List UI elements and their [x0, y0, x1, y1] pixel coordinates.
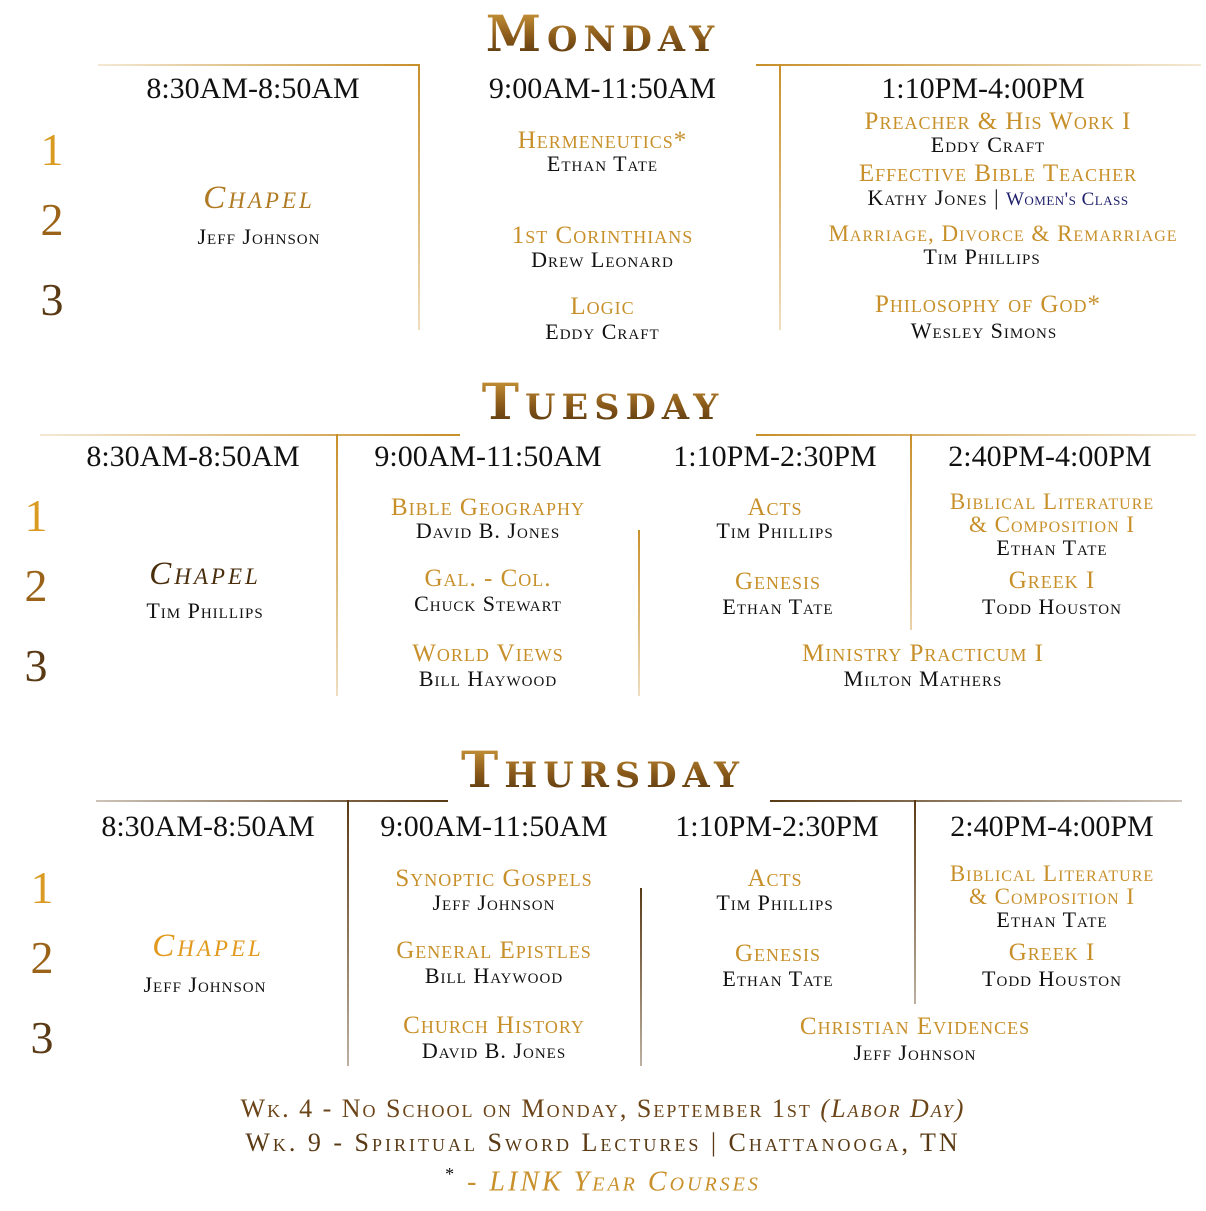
tuesday-period-3: 3	[24, 640, 48, 691]
footer-note-week4	[0, 1094, 1206, 1124]
monday-instructor-hermeneutics: Ethan Tate	[546, 151, 659, 176]
thursday-instructor-church-history: David B. Jones	[421, 1038, 567, 1063]
kathy-jones-name: Kathy Jones	[867, 185, 988, 210]
tuesday-time-morning: 9:00AM-11:50AM	[374, 440, 602, 473]
monday-instructor-philosophy-of-god: Wesley Simons	[910, 318, 1058, 343]
tuesday-period-1: 1	[24, 490, 48, 541]
monday-divider-1	[418, 64, 420, 330]
thursday-course-greek: Greek I	[1008, 939, 1096, 966]
link-year-courses-text: - LINK Year Courses	[467, 1166, 761, 1198]
monday-period-3: 3	[40, 274, 64, 325]
tuesday-rule-left	[40, 434, 460, 436]
monday-title: Monday	[0, 4, 1206, 63]
thursday-instructor-acts: Tim Phillips	[716, 890, 834, 915]
tuesday-instructor-gal-col: Chuck Stewart	[414, 591, 562, 616]
tuesday-course-biblical-literature-line2: & Composition I	[968, 512, 1136, 537]
footer-note-week4-text: Wk. 4 - No School on Monday, September 1st	[240, 1094, 812, 1123]
thursday-instructor-biblical-literature: Ethan Tate	[996, 907, 1108, 932]
tuesday-chapel-instructor: Tim Phillips	[146, 598, 264, 623]
women-class-note: Women's Class	[1005, 189, 1129, 210]
thursday-course-general-epistles: General Epistles	[396, 937, 592, 964]
tuesday-period-2: 2	[24, 560, 48, 611]
monday-course-hermeneutics: Hermeneutics*	[517, 127, 688, 154]
thursday-course-church-history: Church History	[403, 1012, 585, 1039]
thursday-time-morning: 9:00AM-11:50AM	[380, 810, 608, 843]
thursday-time-early-afternoon: 1:10PM-2:30PM	[675, 810, 879, 843]
monday-chapel-label: Chapel	[203, 180, 315, 216]
thursday-course-biblical-literature-line2: & Composition I	[968, 884, 1136, 909]
monday-instructor-logic: Eddy Craft	[545, 319, 660, 344]
monday-period-1: 1	[40, 124, 64, 175]
tuesday-chapel-label: Chapel	[149, 556, 261, 592]
monday-time-chapel: 8:30AM-8:50AM	[146, 72, 360, 105]
tuesday-instructor-genesis: Ethan Tate	[722, 594, 834, 619]
tuesday-course-world-views: World Views	[412, 640, 564, 667]
thursday-instructor-synoptic-gospels: Jeff Johnson	[432, 890, 556, 915]
thursday-time-late-afternoon: 2:40PM-4:00PM	[950, 810, 1154, 843]
thursday-instructor-christian-evidences: Jeff Johnson	[853, 1040, 977, 1065]
women-class-separator: |	[994, 185, 1000, 210]
tuesday-instructor-greek: Todd Houston	[982, 594, 1122, 619]
footer-note-week4-italic: (Labor Day)	[820, 1094, 966, 1123]
tuesday-course-bible-geography: Bible Geography	[391, 494, 585, 521]
thursday-rule-right	[770, 800, 1182, 802]
thursday-course-synoptic-gospels: Synoptic Gospels	[395, 865, 593, 892]
monday-course-philosophy-of-god: Philosophy of God*	[875, 291, 1101, 318]
thursday-course-christian-evidences: Christian Evidences	[799, 1013, 1031, 1040]
monday-instructor-effective-bible-teacher	[800, 187, 1196, 211]
tuesday-instructor-bible-geography: David B. Jones	[415, 518, 561, 543]
monday-course-1st-corinthians: 1st Corinthians	[511, 222, 694, 249]
monday-course-logic: Logic	[570, 293, 635, 320]
monday-period-2: 2	[40, 194, 64, 245]
asterisk-marker: *	[445, 1164, 458, 1184]
thursday-time-chapel: 8:30AM-8:50AM	[101, 810, 315, 843]
thursday-instructor-genesis: Ethan Tate	[722, 966, 834, 991]
monday-chapel-instructor: Jeff Johnson	[197, 224, 321, 249]
thursday-chapel-instructor: Jeff Johnson	[143, 972, 267, 997]
thursday-course-genesis: Genesis	[734, 940, 822, 967]
monday-rule-right	[756, 64, 1201, 66]
thursday-rule-left	[96, 800, 448, 802]
thursday-course-biblical-literature-line1: Biblical Literature	[949, 861, 1155, 886]
monday-time-morning: 9:00AM-11:50AM	[488, 72, 717, 105]
tuesday-instructor-ministry-practicum: Milton Mathers	[843, 666, 1003, 691]
tuesday-title: Tuesday	[0, 372, 1206, 431]
thursday-chapel-label: Chapel	[152, 928, 264, 964]
monday-time-afternoon: 1:10PM-4:00PM	[881, 72, 1085, 105]
monday-divider-2	[779, 64, 781, 330]
tuesday-course-genesis: Genesis	[734, 568, 822, 595]
thursday-course-acts: Acts	[747, 865, 803, 892]
monday-course-marriage: Marriage, Divorce & Remarriage	[828, 221, 1178, 246]
thursday-instructor-general-epistles: Bill Haywood	[424, 963, 564, 988]
tuesday-instructor-acts: Tim Phillips	[716, 518, 834, 543]
tuesday-course-greek: Greek I	[1008, 567, 1096, 594]
tuesday-course-ministry-practicum: Ministry Practicum I	[802, 640, 1044, 667]
thursday-period-1: 1	[30, 862, 54, 913]
tuesday-time-chapel: 8:30AM-8:50AM	[86, 440, 300, 473]
thursday-period-2: 2	[30, 932, 54, 983]
thursday-instructor-greek: Todd Houston	[982, 966, 1122, 991]
monday-rule-left	[98, 64, 418, 66]
footer-note-link-courses	[0, 1164, 1206, 1198]
tuesday-course-acts: Acts	[747, 494, 803, 521]
tuesday-instructor-world-views: Bill Haywood	[418, 666, 558, 691]
monday-instructor-1st-corinthians: Drew Leonard	[531, 247, 674, 272]
tuesday-rule-right	[756, 434, 1196, 436]
monday-course-effective-bible-teacher: Effective Bible Teacher	[858, 160, 1138, 187]
tuesday-instructor-biblical-literature: Ethan Tate	[996, 535, 1108, 560]
thursday-title: Thursday	[0, 740, 1206, 799]
monday-course-preacher: Preacher & His Work I	[864, 108, 1132, 135]
tuesday-course-gal-col: Gal. - Col.	[424, 565, 552, 592]
thursday-period-3: 3	[30, 1012, 54, 1063]
monday-instructor-preacher: Eddy Craft	[930, 132, 1046, 157]
tuesday-course-biblical-literature-line1: Biblical Literature	[949, 489, 1155, 514]
footer-note-week9: Wk. 9 - Spiritual Sword Lectures | Chattanooga, TN	[245, 1128, 961, 1157]
tuesday-time-early-afternoon: 1:10PM-2:30PM	[673, 440, 877, 473]
tuesday-time-late-afternoon: 2:40PM-4:00PM	[948, 440, 1152, 473]
monday-instructor-marriage: Tim Phillips	[923, 244, 1041, 269]
